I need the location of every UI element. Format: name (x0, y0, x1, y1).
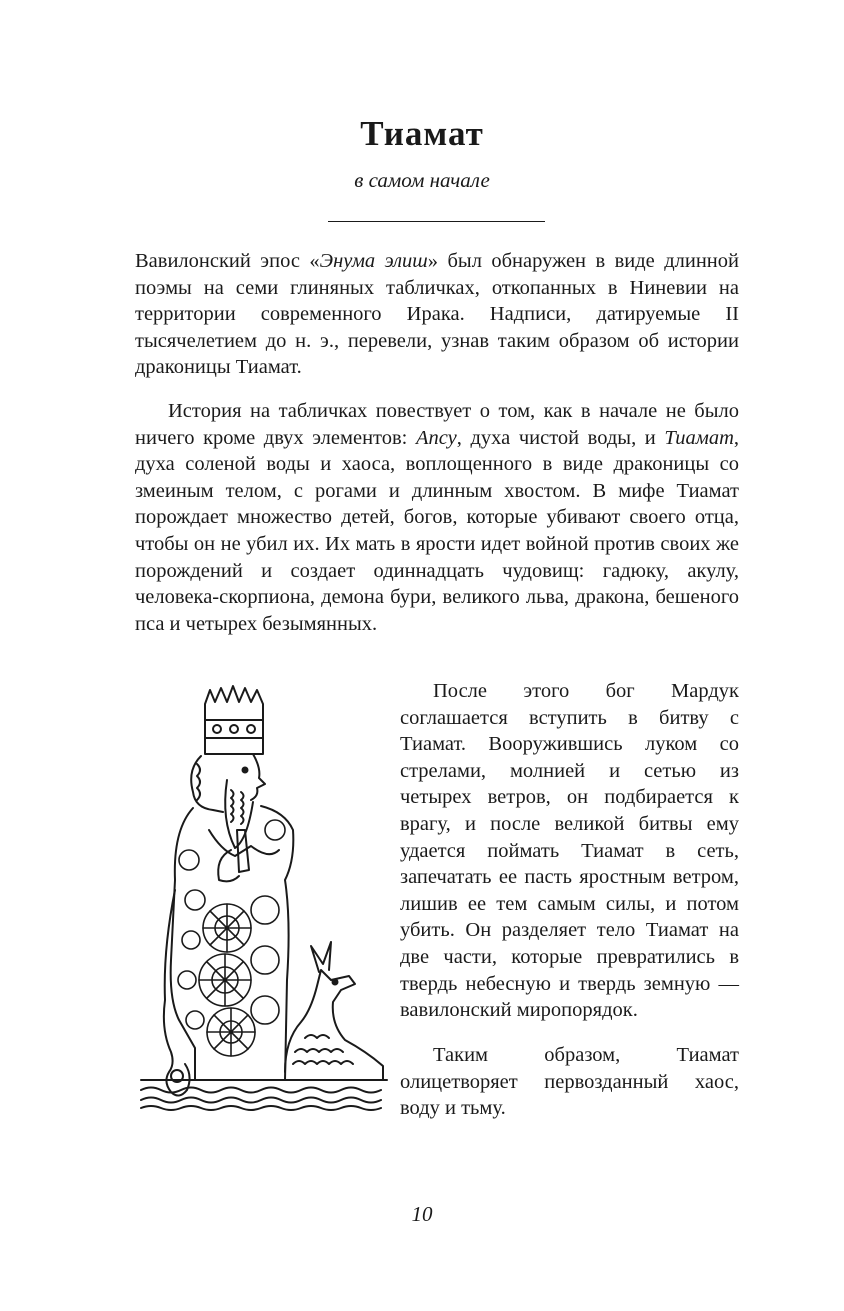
paragraph-story-text-3: , духа соленой воды и хаоса, воплощенного в виде драконицы со змеиным телом, с рогами и длинным хвостом. В мифе Тиамат порождает множество детей, богов, которые убивают своего отца, чтобы он не убил их. Их мать в ярости идет войной против своих же порождений и создает одиннадцать чудовищ: гадюку, акулу, человека-скорпиона, демона бури, великого льва, дракона, бешеного пса и четырех безымянных. (135, 426, 740, 635)
epic-title: Энума элиш (319, 250, 428, 272)
page-number: 10 (411, 1202, 433, 1226)
title-divider (328, 221, 545, 222)
marduk-illustration (135, 680, 393, 1112)
chapter-title: Тиамат (360, 114, 484, 153)
paragraph-intro-text-1: Вавилонский эпос « (135, 250, 320, 272)
paragraph-story (135, 398, 739, 637)
paragraph-story-text-1: История на табличках повествует о том, как в начале не было ничего кроме двух элементов: (135, 400, 739, 449)
apsu-name: Апсу (415, 426, 457, 449)
chapter-subtitle: в самом начале (354, 168, 490, 192)
paragraph-conclusion: Таким образом, Тиамат олицетворяет первозданный хаос, воду и тьму. (400, 1044, 739, 1120)
tiamat-name: Тиамат (664, 426, 734, 449)
paragraph-intro (135, 248, 739, 381)
paragraph-intro-text-2: » был обнаружен в виде длинной поэмы на семи глиняных табличках, откопанных в Ниневии на территории современного Ирака. Надписи, датируемые II тысячелетием до н. э., перевели, узнав таким образом об истории драконицы Тиамат. (135, 250, 739, 379)
paragraph-story-text-2: , духа чистой воды, и (456, 426, 665, 449)
paragraph-marduk: После этого бог Мардук соглашается вступить в битву с Тиамат. Вооружившись луком со стрелами, молнией и сетью из четырех ветров, он подбирается к врагу, и после великой битвы ему удается поймать Тиамат в сеть, запечатать ее пасть яростным ветром, лишив ее тем самым силы, и потом убить. Он разделяет тело Тиамат на две части, которые превратились в твердь небесную и твердь земную — вавилонский миропорядок. (400, 680, 739, 1022)
